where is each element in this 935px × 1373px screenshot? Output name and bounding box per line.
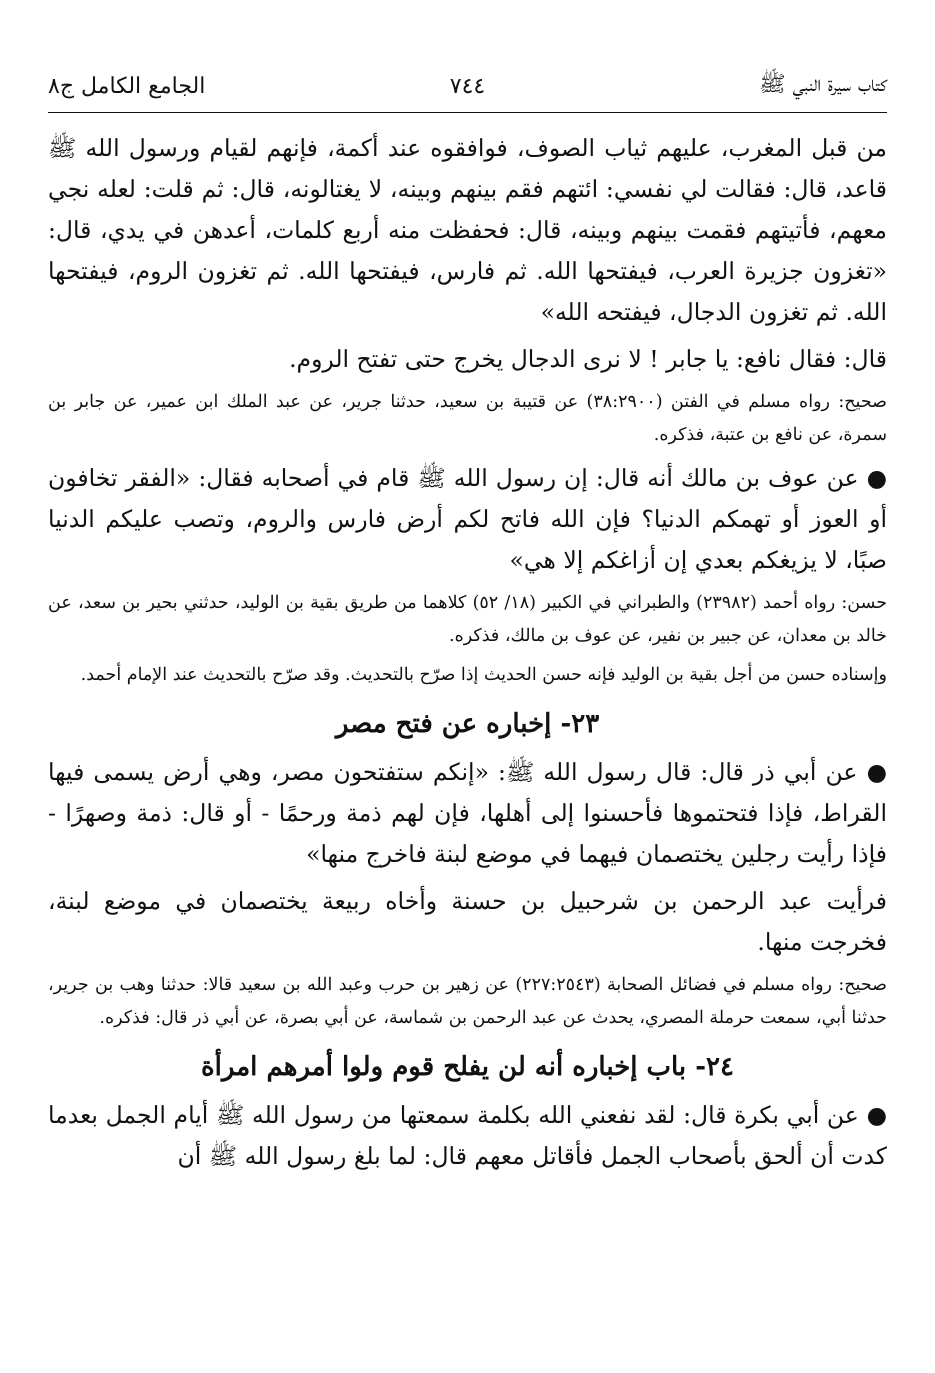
page-number: ٧٤٤ <box>449 73 486 99</box>
hadith-text: قال: فقال نافع: يا جابر ! لا نرى الدجال يخرج حتى تفتح الروم. <box>289 345 887 373</box>
takhrij-note: وإسناده حسن من أجل بقية بن الوليد فإنه حسن الحديث إذا صرّح بالتحديث. وقد صرّح بالتحديث عند الإمام أحمد. <box>80 665 887 685</box>
section-heading: ٢٣- إخباره عن فتح مصر <box>335 709 600 739</box>
hadith-text: ● عن أبي بكرة قال: لقد نفعني الله بكلمة سمعتها من رسول الله ﷺ أيام الجمل بعدما كدت أن ألحق بأصحاب الجمل فأقاتل معهم قال: لما بلغ رسول الله ﷺ أن <box>48 1101 887 1170</box>
volume-label: الجامع الكامل ج٨ <box>48 73 206 99</box>
section-heading: ٢٤- باب إخباره أنه لن يفلح قوم ولوا أمرهم امرأة <box>201 1052 734 1082</box>
takhrij-note: صحيح: رواه مسلم في فضائل الصحابة (٢٢٧:٢٥٤٣) عن زهير بن حرب وعبد الله بن سعيد قالا: حدثنا وهب بن جرير، حدثنا أبي، سمعت حرملة المصري، يحدث عن عبد الرحمن بن شماسة، عن أبي بصرة، عن أبي ذر قال: فذكره. <box>48 975 887 1028</box>
hadith-text: من قبل المغرب، عليهم ثياب الصوف، فوافقوه عند أكمة، فإنهم لقيام ورسول الله ﷺ قاعد، قال: فقالت لي نفسي: ائتهم فقم بينهم وبينه، لا يغتالونه، قال: ثم قلت: لعله نجي معهم، فأتيتهم فقمت بينهم وبينه، قال: فحفظت منه أربع كلمات، أعدهن في يدي، قال: «تغزون جزيرة العرب، فيفتحها الله. ثم فارس، فيفتحها الله. ثم تغزون الروم، فيفتحها الله. ثم تغزون الدجال، فيفتحه الله» <box>48 134 887 326</box>
hadith-text: ● عن أبي ذر قال: قال رسول الله ﷺ: «إنكم ستفتحون مصر، وهي أرض يسمى فيها القراط، فإذا فتحتموها فأحسنوا إلى أهلها، فإن لهم ذمة ورحمًا - أو قال: ذمة وصهرًا - فإذا رأيت رجلين يختصمان فيهما في موضع لبنة فاخرج منها» <box>48 758 887 868</box>
takhrij-note: صحيح: رواه مسلم في الفتن (٣٨:٢٩٠٠) عن قتيبة بن سعيد، حدثنا جرير، عن عبد الملك ابن عمير، عن جابر بن سمرة، عن نافع بن عتبة، فذكره. <box>48 392 887 445</box>
page-body <box>48 128 887 1177</box>
takhrij-note: حسن: رواه أحمد (٢٣٩٨٢) والطبراني في الكبير (١٨/ ٥٢) كلاهما من طريق بقية بن الوليد، حدثني بحير بن سعد، عن خالد بن معدان، عن جبير بن نفير، عن عوف بن مالك، فذكره. <box>48 593 888 646</box>
hadith-text: فرأيت عبد الرحمن بن شرحبيل بن حسنة وأخاه ربيعة يختصمان في موضع لبنة، فخرجت منها. <box>48 887 887 956</box>
hadith-text: ● عن عوف بن مالك أنه قال: إن رسول الله ﷺ قام في أصحابه فقال: «الفقر تخافون أو العوز أو تهمكم الدنيا؟ فإن الله فاتح لكم أرض فارس والروم، وتصب عليكم الدنيا صبًا، لا يزيغكم بعدي إن أزاغكم إلا هي» <box>48 464 887 574</box>
book-title: كتاب سيرة النبي ﷺ <box>759 72 887 97</box>
running-header <box>48 60 887 113</box>
